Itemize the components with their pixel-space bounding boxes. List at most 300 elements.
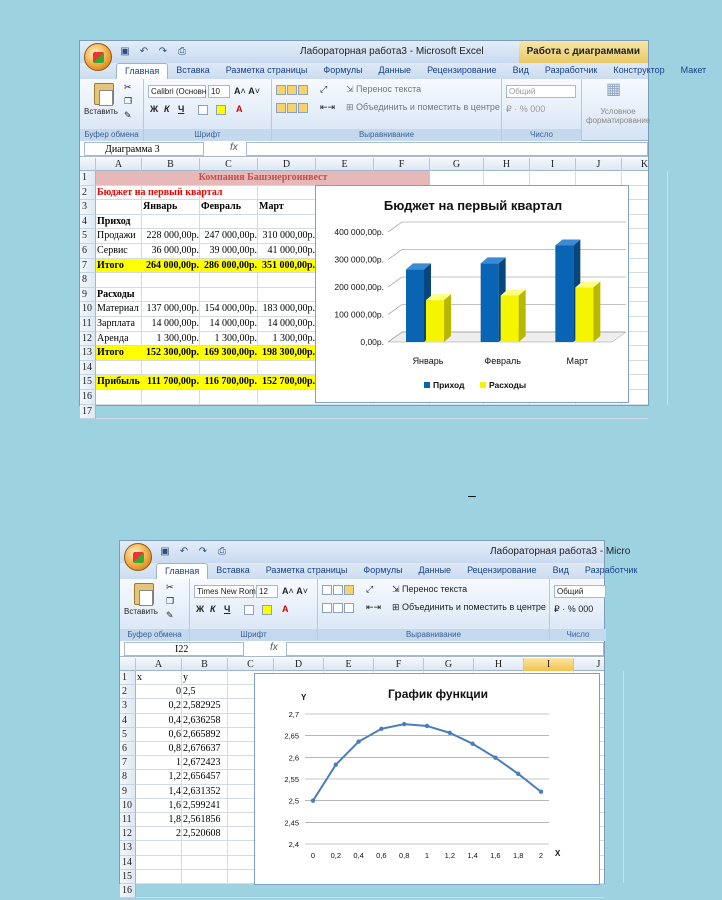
tab-5[interactable]: Рецензирование (467, 565, 537, 575)
font-color-icon[interactable]: A (236, 104, 243, 114)
cut-icon[interactable]: ✂ (124, 82, 132, 92)
data-point[interactable] (470, 742, 474, 746)
column-header-i[interactable]: I (530, 158, 576, 171)
x-tick-label: 0,4 (353, 851, 364, 860)
y-tick-label: 2,7 (288, 710, 299, 719)
redo-icon[interactable]: ↷ (158, 46, 168, 57)
row-header-11[interactable]: 11 (80, 317, 96, 332)
row-header-9[interactable]: 9 (120, 785, 136, 799)
title-bar (120, 541, 631, 563)
y-value[interactable]: 2,656457 (183, 771, 221, 783)
x-tick-label: 1,8 (512, 851, 524, 860)
tab-9[interactable]: Макет (680, 65, 707, 75)
bar-side (519, 289, 526, 342)
y-tick-label: 2,4 (288, 840, 299, 849)
column-header-f[interactable]: F (374, 158, 430, 171)
materials-mar[interactable]: 183 000,00р. (262, 303, 315, 315)
label-salary[interactable]: Зарплата (97, 318, 135, 329)
conditional-formatting-icon[interactable]: ▦ (606, 81, 622, 98)
row-header-6[interactable]: 6 (80, 244, 96, 259)
x-tick-label: 0,2 (330, 851, 342, 860)
row-header-17[interactable]: 17 (80, 405, 96, 420)
ribbon-tabs (120, 563, 638, 579)
row-header-6[interactable]: 6 (120, 742, 136, 756)
column-header-c[interactable]: C (228, 658, 274, 671)
undo-icon[interactable]: ↶ (179, 546, 189, 557)
label-total1[interactable]: Итого (96, 259, 142, 273)
conditional-formatting-button[interactable]: Условное форматирование (586, 107, 651, 125)
label-sales[interactable]: Продажи (97, 230, 136, 242)
company-title[interactable]: Компания Башэнергоинвест (96, 171, 430, 185)
column-headers (80, 158, 648, 171)
tab-6[interactable]: Вид (512, 65, 529, 75)
underline-icon[interactable]: Ч (224, 604, 231, 614)
chart-title: График функции (388, 687, 488, 701)
number-format-select[interactable]: Общий (554, 585, 606, 598)
column-header-e[interactable]: E (316, 158, 374, 171)
y-value[interactable]: 2,599241 (183, 799, 221, 811)
x-tick-label: 1 (424, 851, 430, 860)
clipboard-group-label: Буфер обмена (120, 629, 189, 641)
label-expenses[interactable]: Расходы (97, 288, 135, 300)
borders-icon[interactable] (198, 103, 209, 116)
number-format-select[interactable]: Общий (506, 85, 576, 98)
column-header-g[interactable]: G (430, 158, 484, 171)
x-value[interactable]: 2 (176, 828, 181, 840)
thousands-separator-icon[interactable]: 000 (578, 604, 594, 614)
office-button[interactable] (84, 43, 112, 71)
bar-Приход-Март[interactable] (555, 245, 573, 342)
y-tick-label: 300 000,00р. (334, 254, 384, 265)
worksheet-grid[interactable] (80, 158, 649, 417)
number-group (502, 79, 582, 141)
percent-icon[interactable]: % (519, 104, 528, 114)
column-gridline (623, 671, 624, 883)
italic-icon[interactable]: К (164, 104, 170, 114)
materials-feb[interactable]: 154 000,00р. (204, 303, 257, 315)
y-value[interactable]: 2,520608 (183, 828, 221, 840)
excel-window-function (119, 540, 638, 896)
label-income[interactable]: Приход (97, 215, 131, 227)
row-header-5[interactable]: 5 (120, 728, 136, 742)
tab-1[interactable]: Вставка (176, 65, 210, 75)
insert-function-button[interactable]: fx (270, 642, 278, 653)
bar-Расходы-Январь[interactable] (426, 300, 444, 342)
row-header-12[interactable]: 12 (80, 332, 96, 347)
column-header-i[interactable]: I (524, 658, 574, 671)
select-all-corner[interactable] (80, 158, 96, 171)
data-point[interactable] (334, 763, 338, 767)
percent-icon[interactable]: % (567, 604, 576, 614)
number-group (550, 579, 606, 641)
label-service[interactable]: Сервис (97, 245, 128, 256)
tab-1[interactable]: Вставка (216, 565, 250, 575)
label-profit[interactable]: Прибыль (96, 375, 142, 389)
row-header-15[interactable]: 15 (80, 375, 96, 390)
x-tick-label: 1,4 (467, 851, 478, 860)
x-tick-label: 1,2 (444, 851, 456, 860)
x-tick-label: Январь (412, 356, 444, 366)
fill-color-icon[interactable] (216, 103, 227, 116)
row-gridline (136, 897, 604, 898)
save-icon[interactable]: ▣ (120, 46, 130, 57)
quick-access-toolbar (158, 545, 229, 558)
x-value[interactable]: 1,8 (168, 814, 181, 825)
x-tick-label: Март (566, 356, 589, 366)
total1-jan[interactable]: 264 000,00р. (142, 259, 200, 273)
merge-center-button[interactable]: ⊞ Объединить и поместить в центре (346, 102, 500, 112)
ribbon (120, 579, 604, 641)
column-header-e[interactable]: E (324, 658, 374, 671)
title-bar (80, 41, 648, 63)
excel-window-budget (79, 40, 707, 417)
alignment-group (318, 579, 550, 641)
profit-feb[interactable]: 116 700,00р. (200, 375, 258, 389)
column-header-k[interactable]: K (622, 158, 668, 171)
y-value[interactable]: 2,631352 (183, 785, 221, 797)
y-axis-label: Y (301, 693, 307, 702)
total1-feb[interactable]: 286 000,00р. (200, 259, 258, 273)
data-point[interactable] (379, 727, 383, 731)
clipboard-group (80, 79, 144, 141)
tab-6[interactable]: Вид (552, 565, 569, 575)
y-tick-label: 2,55 (284, 775, 299, 784)
row-header-9[interactable]: 9 (80, 288, 96, 303)
clipboard-group-label: Буфер обмена (80, 129, 143, 141)
x-value[interactable]: 1,4 (168, 785, 181, 797)
header-x[interactable]: x (137, 672, 142, 683)
ribbon (80, 79, 651, 141)
header-jan[interactable]: Январь (143, 201, 178, 213)
row-header-13[interactable]: 13 (120, 841, 136, 855)
column-header-a[interactable]: A (96, 158, 142, 171)
row-header-4[interactable]: 4 (120, 714, 136, 728)
column-header-j[interactable]: J (574, 658, 624, 671)
font-group (190, 579, 318, 641)
font-group-label: Шрифт (190, 629, 317, 641)
borders-icon[interactable] (244, 603, 255, 616)
salary-mar[interactable]: 14 000,00р. (267, 318, 315, 329)
bold-icon[interactable]: Ж (150, 104, 159, 114)
bar-side (593, 281, 600, 342)
underline-icon[interactable]: Ч (178, 104, 185, 114)
row-header-11[interactable]: 11 (120, 813, 136, 827)
label-total2[interactable]: Итого (96, 346, 142, 360)
service-jan[interactable]: 36 000,00р. (151, 245, 199, 256)
row-header-3[interactable]: 3 (80, 200, 96, 215)
column-header-b[interactable]: B (142, 158, 200, 171)
x-value[interactable]: 0,4 (168, 714, 181, 726)
data-point[interactable] (311, 798, 315, 802)
data-point[interactable] (425, 724, 429, 728)
paste-button[interactable]: Вставить (84, 107, 118, 116)
paste-icon[interactable] (94, 83, 114, 105)
quick-access-toolbar (118, 45, 189, 58)
row-header-3[interactable]: 3 (120, 699, 136, 713)
data-point[interactable] (448, 731, 452, 735)
sales-jan[interactable]: 228 000,00р. (146, 230, 199, 242)
currency-icon[interactable]: ₽ · % 000 (554, 604, 594, 614)
profit-jan[interactable]: 111 700,00р. (142, 375, 200, 389)
row-header-1[interactable]: 1 (120, 671, 136, 685)
tab-3[interactable]: Формулы (363, 565, 403, 575)
separator-dash: – (468, 487, 476, 503)
row-header-16[interactable]: 16 (80, 390, 96, 405)
format-painter-icon[interactable]: ✎ (166, 610, 174, 620)
total2-feb[interactable]: 169 300,00р. (200, 346, 258, 360)
tab-0[interactable]: Главная (156, 563, 208, 579)
legend-swatch (424, 382, 430, 388)
y-tick-label: 2,65 (284, 731, 299, 741)
y-tick-label: 100 000,00р. (334, 309, 384, 320)
column-header-b[interactable]: B (182, 658, 228, 671)
function-chart-svg (255, 674, 601, 886)
merge-center-label: Объединить и поместить в центре (402, 602, 546, 612)
copy-icon[interactable]: ❐ (124, 96, 133, 106)
font-name-select[interactable]: Calibri (Основн (148, 85, 206, 98)
row-header-16[interactable]: 16 (120, 884, 136, 898)
align-left-icon[interactable] (322, 601, 355, 614)
font-size-select[interactable]: 12 (256, 585, 278, 598)
y-value[interactable]: 2,561856 (183, 814, 221, 825)
column-header-d[interactable]: D (274, 658, 324, 671)
service-mar[interactable]: 41 000,00р. (267, 245, 315, 256)
column-header-f[interactable]: F (374, 658, 424, 671)
function-chart[interactable] (254, 673, 600, 885)
x-value[interactable]: 1 (176, 757, 181, 769)
gridline (388, 250, 626, 260)
orientation-icon[interactable]: ⤢ (320, 84, 328, 94)
wrap-text-button[interactable]: ⇲ Перенос текста (346, 84, 422, 94)
print-preview-icon[interactable]: ⎙ (218, 546, 226, 557)
alignment-group-label: Выравнивание (318, 629, 549, 641)
row-header-5[interactable]: 5 (80, 229, 96, 244)
profit-mar[interactable]: 152 700,00р. (258, 375, 316, 389)
paste-icon[interactable] (134, 583, 154, 605)
column-header-h[interactable]: H (474, 658, 524, 671)
merge-center-button[interactable]: ⊞ Объединить и поместить в центре (392, 602, 546, 612)
wrap-text-button[interactable]: ⇲ Перенос текста (392, 584, 468, 594)
worksheet-grid[interactable] (120, 658, 604, 896)
x-tick-label: 1,6 (490, 851, 501, 860)
select-all-corner[interactable] (120, 658, 136, 671)
alignment-group-label: Выравнивание (272, 129, 501, 141)
thousands-separator-icon[interactable]: 000 (530, 104, 546, 114)
align-top-icon[interactable] (276, 83, 309, 96)
y-tick-label: 400 000,00р. (334, 227, 384, 237)
column-header-c[interactable]: C (200, 158, 258, 171)
x-tick-label: 0,8 (398, 851, 410, 860)
row-header-7[interactable]: 7 (120, 756, 136, 770)
formula-input[interactable] (286, 642, 604, 656)
row-header-10[interactable]: 10 (80, 302, 96, 317)
rent-jan[interactable]: 1 300,00р. (156, 332, 199, 344)
data-point[interactable] (516, 772, 520, 776)
currency-icon[interactable]: ₽ · % 000 (506, 104, 546, 114)
tab-8[interactable]: Конструктор (613, 65, 665, 75)
formula-input[interactable] (246, 142, 648, 156)
row-header-7[interactable]: 7 (80, 259, 96, 274)
x-value[interactable]: 0,6 (168, 728, 181, 740)
align-top-icon[interactable] (322, 583, 355, 596)
font-size-select[interactable]: 10 (208, 85, 230, 98)
header-mar[interactable]: Март (259, 201, 284, 213)
row-header-8[interactable]: 8 (80, 273, 96, 288)
y-value[interactable]: 2,676637 (183, 743, 221, 754)
orientation-icon[interactable]: ⤢ (366, 584, 374, 594)
rent-feb[interactable]: 1 300,00р. (214, 332, 257, 344)
sales-mar[interactable]: 310 000,00р. (262, 230, 315, 242)
row-header-1[interactable]: 1 (80, 171, 96, 186)
column-header-j[interactable]: J (576, 158, 622, 171)
x-tick-label: Февраль (484, 356, 521, 366)
redo-icon[interactable]: ↷ (198, 546, 208, 557)
grow-font-icon[interactable]: A˄ A˅ (234, 86, 261, 96)
materials-jan[interactable]: 137 000,00р. (146, 303, 199, 315)
cut-icon[interactable]: ✂ (166, 582, 174, 592)
row-header-2[interactable]: 2 (80, 186, 96, 201)
rent-mar[interactable]: 1 300,00р. (272, 332, 315, 344)
row-header-2[interactable]: 2 (120, 685, 136, 699)
indent-icon[interactable]: ⇤⇥ (366, 602, 382, 612)
chart-title: Бюджет на первый квартал (383, 198, 563, 213)
row-gridline (96, 418, 648, 419)
y-tick-label: 2,5 (288, 796, 299, 806)
row-header-14[interactable]: 14 (80, 361, 96, 376)
legend-label: Расходы (489, 380, 527, 390)
data-point[interactable] (402, 722, 406, 726)
window-title: Лабораторная работа3 - Micro (490, 546, 631, 557)
font-color-icon[interactable]: A (282, 604, 289, 614)
wrap-text-label: Перенос текста (402, 584, 468, 594)
column-headers (120, 658, 604, 671)
row-header-10[interactable]: 10 (120, 799, 136, 813)
bar-Приход-Февраль[interactable] (481, 263, 499, 342)
bar-Расходы-Март[interactable] (575, 287, 593, 342)
x-tick-label: 0,6 (376, 851, 387, 860)
tab-7[interactable]: Разработчик (544, 65, 598, 75)
copy-icon[interactable]: ❐ (166, 596, 175, 606)
x-value[interactable]: 0 (176, 686, 181, 698)
font-group (144, 79, 272, 141)
total2-mar[interactable]: 198 300,00р. (258, 346, 316, 360)
x-tick-label: 2 (538, 851, 544, 860)
label-rent[interactable]: Аренда (97, 332, 129, 344)
y-value[interactable]: 2,665892 (183, 728, 221, 740)
row-header-8[interactable]: 8 (120, 770, 136, 784)
formula-bar (80, 141, 648, 157)
bar-Приход-Январь[interactable] (406, 269, 424, 342)
chart-tools-context-tab: Работа с диаграммами (519, 41, 648, 63)
y-value[interactable]: 2,672423 (183, 757, 221, 769)
bar-side (444, 294, 451, 342)
service-feb[interactable]: 39 000,00р. (209, 245, 257, 256)
office-button[interactable] (124, 543, 152, 571)
tab-4[interactable]: Данные (378, 65, 412, 75)
legend-label: Приход (433, 380, 465, 390)
x-axis-label: X (555, 849, 561, 858)
tab-2[interactable]: Разметка страницы (265, 565, 348, 575)
print-preview-icon[interactable]: ⎙ (178, 46, 186, 57)
data-point[interactable] (356, 739, 360, 743)
data-point[interactable] (493, 755, 497, 759)
undo-icon[interactable]: ↶ (139, 46, 149, 57)
tab-0[interactable]: Главная (116, 63, 168, 79)
grow-font-icon[interactable]: A˄ A˅ (282, 586, 309, 596)
tab-2[interactable]: Разметка страницы (225, 65, 308, 75)
font-group-label: Шрифт (144, 129, 271, 141)
x-value[interactable]: 0,2 (168, 700, 181, 712)
font-name-select[interactable]: Times New Rom (194, 585, 254, 598)
header-feb[interactable]: Февраль (201, 201, 241, 213)
column-header-d[interactable]: D (258, 158, 316, 171)
salary-feb[interactable]: 14 000,00р. (209, 318, 257, 329)
bar-Расходы-Февраль[interactable] (501, 295, 519, 342)
column-header-g[interactable]: G (424, 658, 474, 671)
row-header-14[interactable]: 14 (120, 856, 136, 870)
align-left-icon[interactable] (276, 101, 309, 114)
column-header-h[interactable]: H (484, 158, 530, 171)
tab-7[interactable]: Разработчик (584, 565, 638, 575)
window-title: Лабораторная работа3 - Microsoft Excel (300, 46, 484, 57)
formula-bar (120, 641, 604, 657)
column-header-a[interactable]: A (136, 658, 182, 671)
y-tick-label: 200 000,00р. (334, 282, 384, 292)
legend-swatch (480, 382, 486, 388)
row-header-13[interactable]: 13 (80, 346, 96, 361)
number-group-label: Число (550, 629, 606, 641)
fill-color-icon[interactable] (262, 603, 273, 616)
row-header-15[interactable]: 15 (120, 870, 136, 884)
italic-icon[interactable]: К (210, 604, 216, 614)
x-value[interactable]: 0,8 (168, 743, 181, 754)
indent-icon[interactable]: ⇤⇥ (320, 102, 336, 112)
budget-title[interactable]: Бюджет на первый квартал (97, 186, 223, 198)
header-y[interactable]: y (183, 672, 188, 683)
clipboard-group (120, 579, 190, 641)
x-value[interactable]: 1,2 (168, 771, 181, 783)
y-value[interactable]: 2,636258 (183, 714, 221, 726)
wrap-text-label: Перенос текста (356, 84, 422, 94)
name-box[interactable]: Диаграмма 3 (84, 142, 204, 156)
x-value[interactable]: 1,6 (168, 799, 181, 811)
tab-5[interactable]: Рецензирование (427, 65, 497, 75)
paste-button[interactable]: Вставить (124, 607, 158, 616)
y-value[interactable]: 2,582925 (183, 700, 221, 712)
budget-chart[interactable] (315, 185, 629, 403)
data-point[interactable] (539, 790, 543, 794)
y-tick-label: 2,6 (288, 753, 299, 763)
sales-feb[interactable]: 247 000,00р. (204, 230, 257, 242)
y-value[interactable]: 2,5 (183, 686, 196, 698)
bold-icon[interactable]: Ж (196, 604, 205, 614)
format-painter-icon[interactable]: ✎ (124, 110, 132, 120)
total1-mar[interactable]: 351 000,00р. (258, 259, 316, 273)
total2-jan[interactable]: 152 300,00р. (142, 346, 200, 360)
y-tick-label: 0,00р. (360, 337, 384, 347)
save-icon[interactable]: ▣ (160, 546, 170, 557)
insert-function-button[interactable]: fx (230, 142, 238, 153)
salary-jan[interactable]: 14 000,00р. (151, 318, 199, 329)
tab-3[interactable]: Формулы (323, 65, 363, 75)
gridline (388, 222, 626, 232)
label-materials[interactable]: Материал (97, 303, 139, 315)
y-tick-label: 2,45 (284, 818, 299, 828)
row-header-4[interactable]: 4 (80, 215, 96, 230)
tab-4[interactable]: Данные (418, 565, 452, 575)
name-box[interactable]: I22 (124, 642, 244, 656)
row-header-12[interactable]: 12 (120, 827, 136, 841)
